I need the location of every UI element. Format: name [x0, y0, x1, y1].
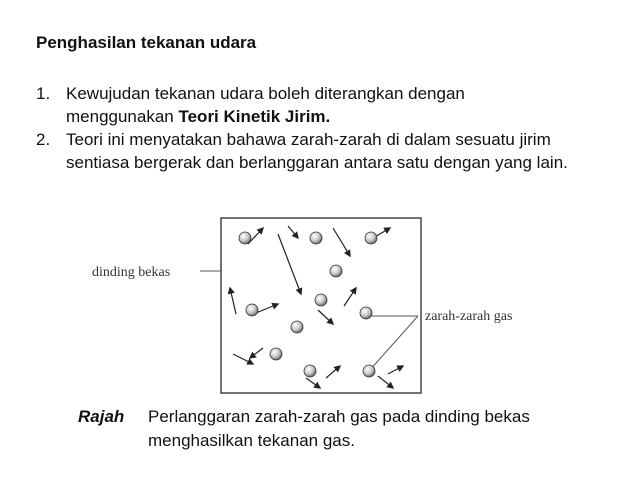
gas-particle — [330, 265, 342, 277]
point-line-prefix: menggunakan — [66, 107, 179, 126]
point-text: Teori ini menyatakan bahawa zarah-zarah di dalam sesuatu jirim sentiasa bergerak dan berlanggaran antara satu dengan yang lain. — [66, 130, 568, 172]
gas-particle — [363, 365, 375, 377]
motion-arrow — [233, 354, 253, 364]
motion-arrow — [250, 348, 263, 358]
caption-label: Rajah — [78, 407, 125, 426]
gas-container-diagram — [88, 216, 568, 401]
wall-label: dinding bekas — [92, 265, 171, 280]
motion-arrow — [318, 310, 333, 324]
particle-leader-line — [369, 316, 418, 371]
point-line: Kewujudan tekanan udara boleh diterangkan dengan — [66, 84, 465, 103]
point-list — [36, 82, 596, 174]
point-item — [36, 128, 596, 174]
point-item — [36, 82, 596, 128]
gas-particle — [360, 307, 372, 319]
point-bold-term: Teori Kinetik Jirim. — [178, 107, 331, 126]
motion-arrow — [344, 288, 356, 306]
gas-particle — [310, 232, 322, 244]
motion-arrow — [278, 234, 301, 294]
gas-particle — [246, 304, 258, 316]
gas-particle — [315, 294, 327, 306]
point-text — [66, 84, 465, 126]
caption-text: Perlanggaran zarah-zarah gas pada dinding bekas menghasilkan tekanan gas. — [148, 407, 530, 450]
motion-arrow — [230, 288, 236, 314]
gas-particle — [291, 321, 303, 333]
point-number: 1. — [36, 84, 51, 103]
point-number: 2. — [36, 130, 51, 149]
section-heading: Penghasilan tekanan udara — [36, 33, 257, 52]
gas-particle — [239, 232, 251, 244]
motion-arrow — [378, 376, 393, 388]
particles-label: zarah-zarah gas — [425, 309, 513, 324]
motion-arrow — [388, 366, 403, 374]
motion-arrow — [288, 226, 298, 238]
motion-arrow — [326, 366, 340, 378]
gas-particle — [365, 232, 377, 244]
gas-particle — [270, 348, 282, 360]
gas-particle — [304, 365, 316, 377]
motion-arrow — [333, 228, 350, 256]
motion-arrow — [256, 304, 278, 313]
motion-arrow — [306, 378, 320, 388]
